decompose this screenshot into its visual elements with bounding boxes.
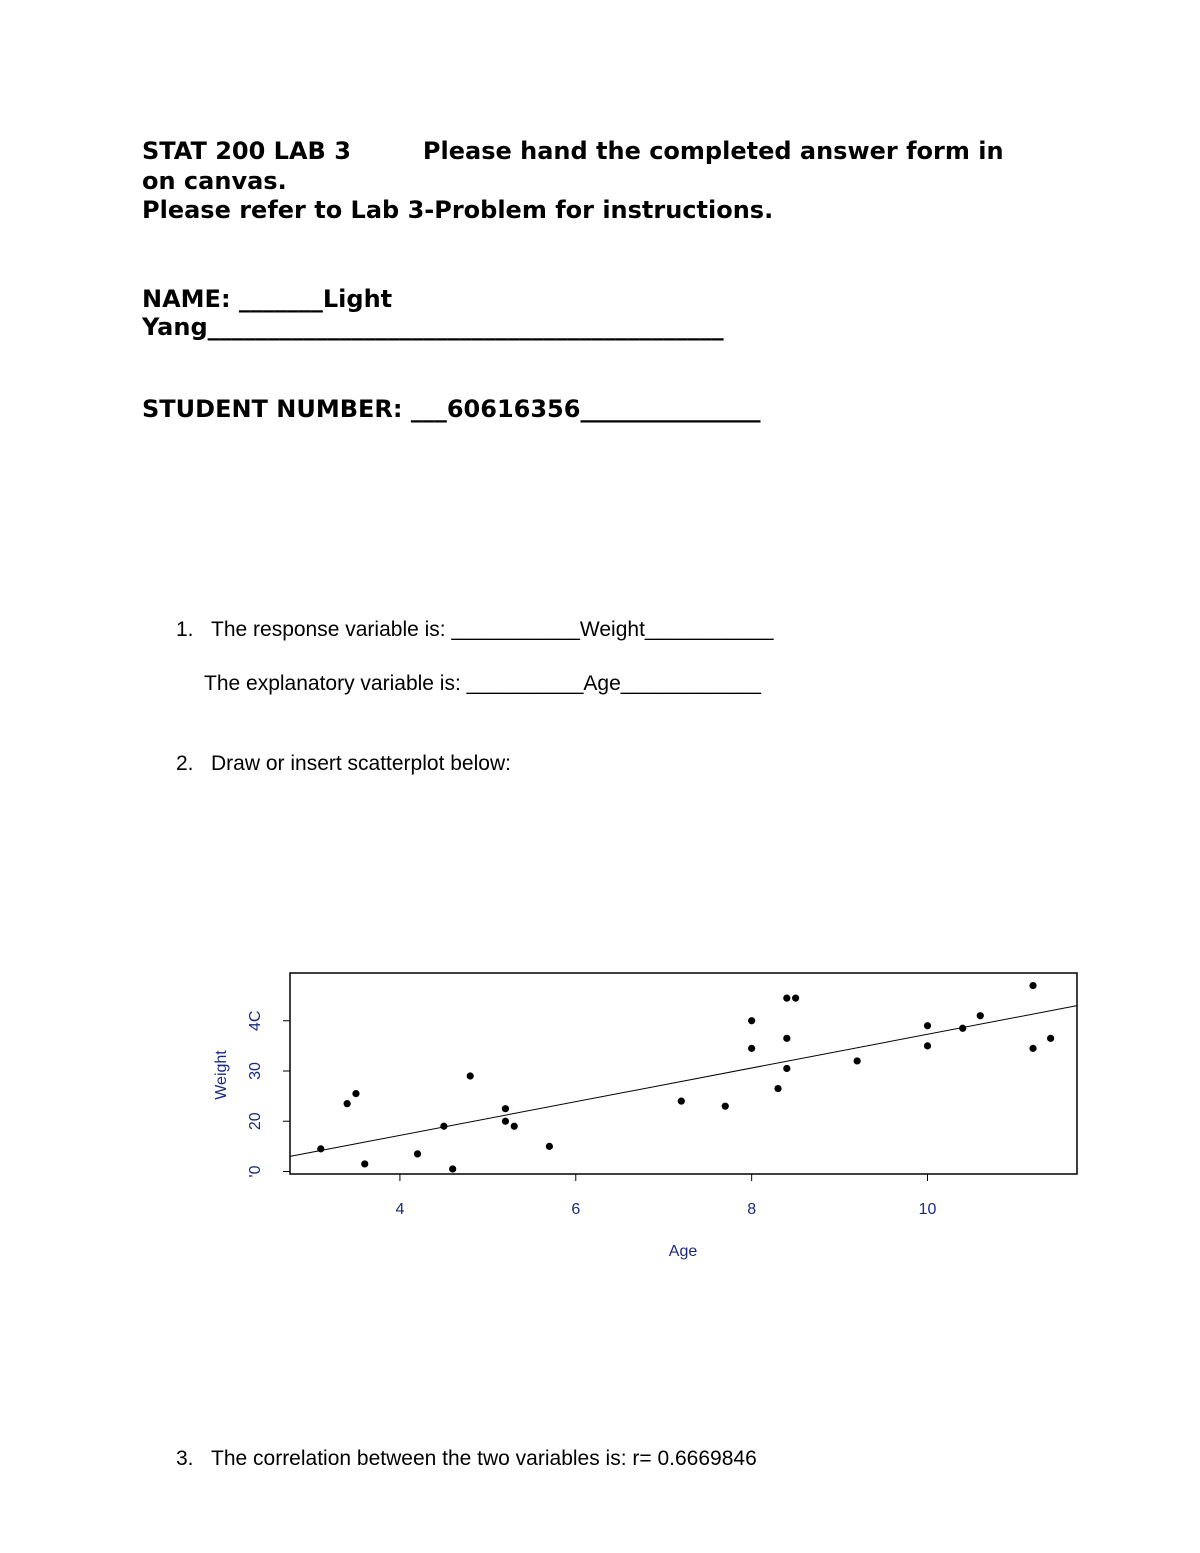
explanatory-variable-answer: The explanatory variable is: __________Age____________ bbox=[204, 672, 761, 695]
x-axis bbox=[395, 1174, 936, 1218]
y-tick-label: 4C bbox=[247, 1010, 264, 1031]
data-point bbox=[854, 1057, 861, 1064]
data-point bbox=[546, 1143, 553, 1150]
data-point bbox=[722, 1103, 729, 1110]
data-point bbox=[502, 1118, 509, 1125]
name-field-line-1: NAME: _______Light bbox=[142, 285, 393, 313]
data-point bbox=[748, 1045, 755, 1052]
x-tick-label: 8 bbox=[747, 1201, 757, 1218]
question-3-number: 3. bbox=[176, 1447, 194, 1470]
data-point bbox=[352, 1090, 359, 1097]
data-points bbox=[317, 982, 1054, 1173]
data-point bbox=[959, 1025, 966, 1032]
plot-frame bbox=[290, 973, 1077, 1174]
data-point bbox=[748, 1017, 755, 1024]
lab-title: STAT 200 LAB 3 bbox=[142, 137, 351, 165]
header-line-2: on canvas. bbox=[142, 167, 287, 195]
y-tick-label: '0 bbox=[247, 1165, 264, 1178]
x-tick-label: 6 bbox=[571, 1201, 581, 1218]
x-tick-label: 10 bbox=[918, 1201, 937, 1218]
student-number-field: STUDENT NUMBER: ___60616356_______________ bbox=[142, 395, 761, 423]
name-field-line-2: Yang___________________________________________ bbox=[142, 313, 724, 341]
data-point bbox=[783, 1065, 790, 1072]
data-point bbox=[783, 995, 790, 1002]
data-point bbox=[511, 1123, 518, 1130]
data-point bbox=[792, 995, 799, 1002]
question-2 bbox=[176, 752, 511, 776]
response-variable-answer: The response variable is: ___________Weight___________ bbox=[211, 618, 774, 641]
data-point bbox=[774, 1085, 781, 1092]
data-point bbox=[449, 1165, 456, 1172]
hand-in-instruction: Please hand the completed answer form in bbox=[422, 137, 1004, 165]
y-tick-label: 20 bbox=[247, 1112, 264, 1131]
data-point bbox=[361, 1160, 368, 1167]
header-line-1 bbox=[142, 137, 1004, 165]
data-point bbox=[1047, 1035, 1054, 1042]
refer-instruction: Please refer to Lab 3-Problem for instructions. bbox=[142, 196, 774, 224]
regression-line bbox=[290, 1006, 1077, 1157]
data-point bbox=[1029, 982, 1036, 989]
data-point bbox=[783, 1035, 790, 1042]
question-3 bbox=[176, 1447, 757, 1471]
data-point bbox=[467, 1072, 474, 1079]
data-point bbox=[317, 1145, 324, 1152]
question-2-text: Draw or insert scatterplot below: bbox=[211, 752, 511, 775]
data-point bbox=[678, 1098, 685, 1105]
data-point bbox=[414, 1150, 421, 1157]
question-1 bbox=[176, 618, 773, 642]
data-point bbox=[502, 1105, 509, 1112]
y-tick-label: 30 bbox=[247, 1062, 264, 1080]
x-tick-label: 4 bbox=[395, 1201, 405, 1218]
data-point bbox=[977, 1012, 984, 1019]
data-point bbox=[924, 1022, 931, 1029]
y-axis-label: Weight bbox=[213, 1050, 230, 1100]
question-2-number: 2. bbox=[176, 752, 194, 775]
correlation-answer: The correlation between the two variables is: r= 0.6669846 bbox=[211, 1447, 757, 1470]
data-point bbox=[440, 1123, 447, 1130]
data-point bbox=[924, 1042, 931, 1049]
question-1-number: 1. bbox=[176, 618, 194, 641]
y-axis bbox=[247, 1011, 290, 1178]
data-point bbox=[344, 1100, 351, 1107]
x-axis-label: Age bbox=[668, 1243, 698, 1260]
scatterplot bbox=[200, 960, 1090, 1270]
data-point bbox=[1029, 1045, 1036, 1052]
